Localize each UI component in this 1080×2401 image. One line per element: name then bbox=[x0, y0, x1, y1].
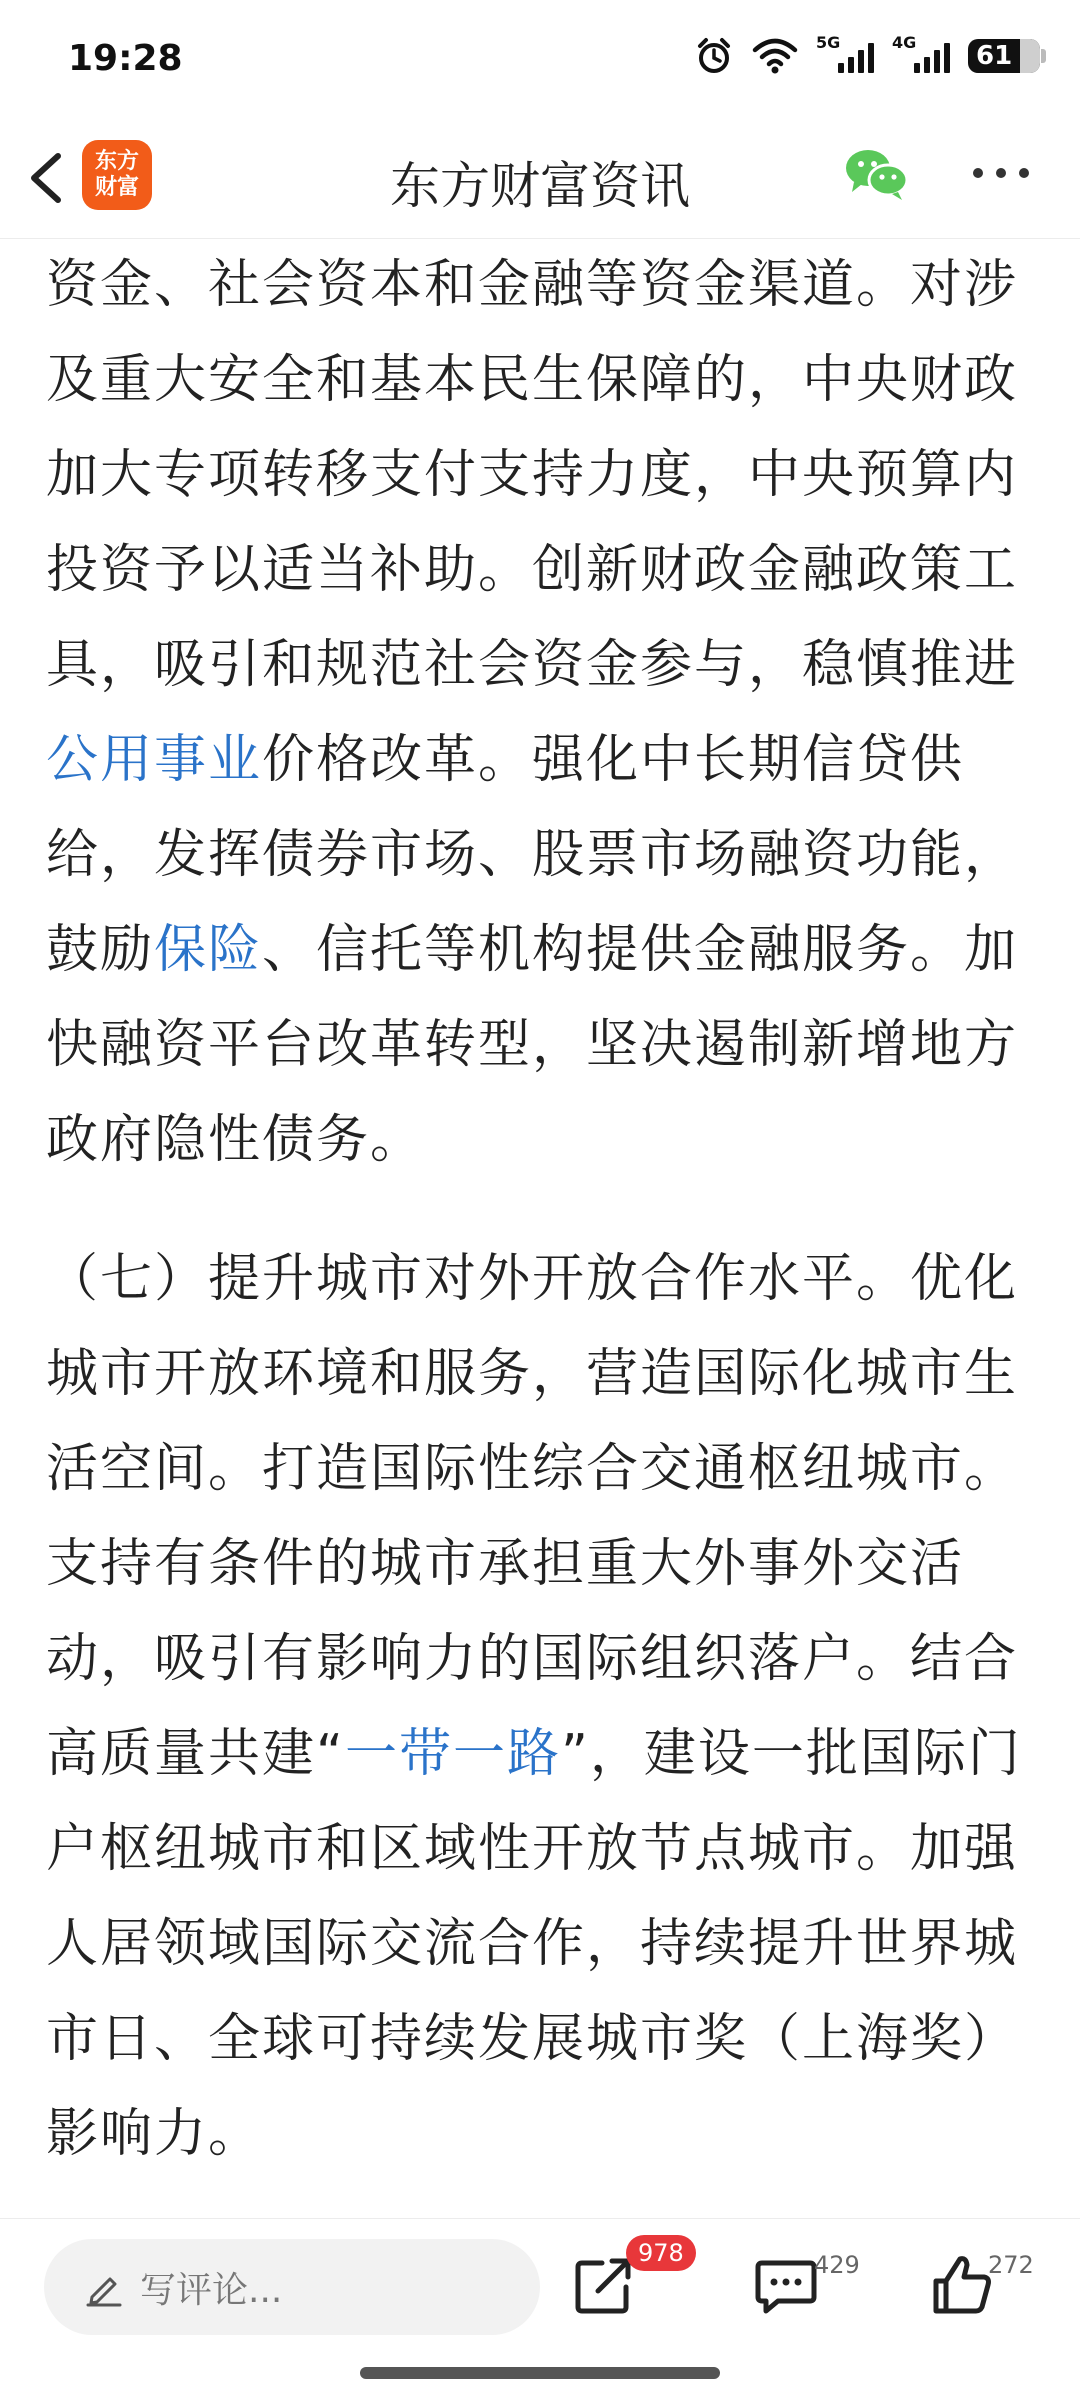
article-text: 、信托等机构提供金融服务。加 bbox=[262, 920, 1019, 980]
article-text: 城市开放环境和服务，营造国际化城市生 bbox=[46, 1344, 1019, 1404]
article-line bbox=[46, 1093, 1034, 1188]
article-keyword-link[interactable]: 保险 bbox=[154, 920, 263, 980]
article-text: 政府隐性债务。 bbox=[46, 1110, 425, 1170]
article-text: ”，建设一批国际门 bbox=[560, 1724, 1022, 1784]
comment-placeholder: 写评论... bbox=[140, 2269, 283, 2311]
article-line bbox=[46, 1612, 1034, 1707]
more-icon[interactable] bbox=[970, 158, 1032, 188]
article-text: 投资予以适当补助。创新财政金融政策工 bbox=[46, 540, 1019, 600]
article-text: 户枢纽城市和区域性开放节点城市。加强 bbox=[46, 1819, 1019, 1879]
article-line bbox=[46, 1897, 1034, 1992]
alarm-icon bbox=[694, 36, 734, 76]
article-line bbox=[46, 618, 1034, 713]
article-line bbox=[46, 808, 1034, 903]
article-line bbox=[46, 238, 1034, 333]
article-text: 及重大安全和基本民生保障的，中央财政 bbox=[46, 350, 1019, 410]
article-line bbox=[46, 2087, 1034, 2182]
network-label-4g: 4G bbox=[892, 33, 917, 52]
article-body bbox=[46, 238, 1034, 2218]
bottom-bar bbox=[0, 2218, 1080, 2401]
article-text: 资金、社会资本和金融等资金渠道。对涉 bbox=[46, 255, 1019, 315]
comment-icon[interactable] bbox=[754, 2253, 818, 2317]
article-paragraph-2 bbox=[46, 1232, 1034, 2182]
article-line bbox=[46, 1327, 1034, 1422]
article-paragraph-1 bbox=[46, 238, 1034, 1188]
article-line bbox=[46, 1992, 1034, 2087]
article-text: 鼓励 bbox=[46, 920, 155, 980]
article-text: 人居领域国际交流合作，持续提升世界城 bbox=[46, 1914, 1019, 1974]
article-line bbox=[46, 523, 1034, 618]
share-count-badge: 978 bbox=[626, 2235, 696, 2271]
article-line bbox=[46, 1802, 1034, 1897]
share-icon[interactable] bbox=[572, 2253, 636, 2317]
logo-line1: 东方 bbox=[94, 149, 139, 174]
article-text: 市日、全球可持续发展城市奖（上海奖） bbox=[46, 2009, 1019, 2069]
article-text: 具，吸引和规范社会资金参与，稳慎推进 bbox=[46, 635, 1019, 695]
status-bar bbox=[0, 0, 1080, 118]
article-line bbox=[46, 713, 1034, 808]
like-count: 272 bbox=[988, 2251, 1034, 2279]
article-keyword-link[interactable]: 公用事业 bbox=[46, 730, 263, 790]
article-text: 动，吸引有影响力的国际组织落户。结合 bbox=[46, 1629, 1019, 1689]
signal-4g-icon bbox=[892, 33, 950, 73]
article-line bbox=[46, 903, 1034, 998]
network-label-5g: 5G bbox=[816, 33, 841, 52]
status-icons bbox=[694, 33, 1040, 76]
signal-5g-icon bbox=[816, 33, 874, 73]
logo-line2: 财富 bbox=[94, 175, 139, 200]
article-line bbox=[46, 1232, 1034, 1327]
article-text: 加大专项转移支付支持力度，中央预算内 bbox=[46, 445, 1019, 505]
wechat-icon[interactable] bbox=[844, 144, 910, 204]
battery-level: 61 bbox=[976, 41, 1013, 71]
article-line bbox=[46, 998, 1034, 1093]
article-text: 高质量共建“ bbox=[46, 1724, 345, 1784]
article-line bbox=[46, 1517, 1034, 1612]
article-keyword-link[interactable]: 一带一路 bbox=[344, 1724, 561, 1784]
article-text: 活空间。打造国际性综合交通枢纽城市。 bbox=[46, 1439, 1019, 1499]
wifi-icon bbox=[752, 38, 798, 74]
article-line bbox=[46, 428, 1034, 523]
article-text: 价格改革。强化中长期信贷供 bbox=[262, 730, 965, 790]
home-indicator[interactable] bbox=[360, 2367, 720, 2379]
article-text: 支持有条件的城市承担重大外事外交活 bbox=[46, 1534, 965, 1594]
article-line bbox=[46, 1707, 1034, 1802]
page-title: 东方财富资讯 bbox=[390, 157, 690, 215]
article-line bbox=[46, 333, 1034, 428]
pen-icon bbox=[84, 2267, 124, 2307]
status-time: 19:28 bbox=[68, 38, 183, 79]
comment-input[interactable] bbox=[44, 2239, 540, 2335]
article-text: （七）提升城市对外开放合作水平。优化 bbox=[46, 1249, 1019, 1309]
article-text: 给，发挥债券市场、股票市场融资功能， bbox=[46, 825, 1019, 885]
battery-icon bbox=[968, 39, 1040, 73]
article-text: 影响力。 bbox=[46, 2104, 263, 2164]
nav-bar bbox=[0, 118, 1080, 239]
like-icon[interactable] bbox=[930, 2253, 994, 2317]
comment-count: 429 bbox=[814, 2251, 860, 2279]
article-text: 快融资平台改革转型，坚决遏制新增地方 bbox=[46, 1015, 1019, 1075]
article-line bbox=[46, 1422, 1034, 1517]
